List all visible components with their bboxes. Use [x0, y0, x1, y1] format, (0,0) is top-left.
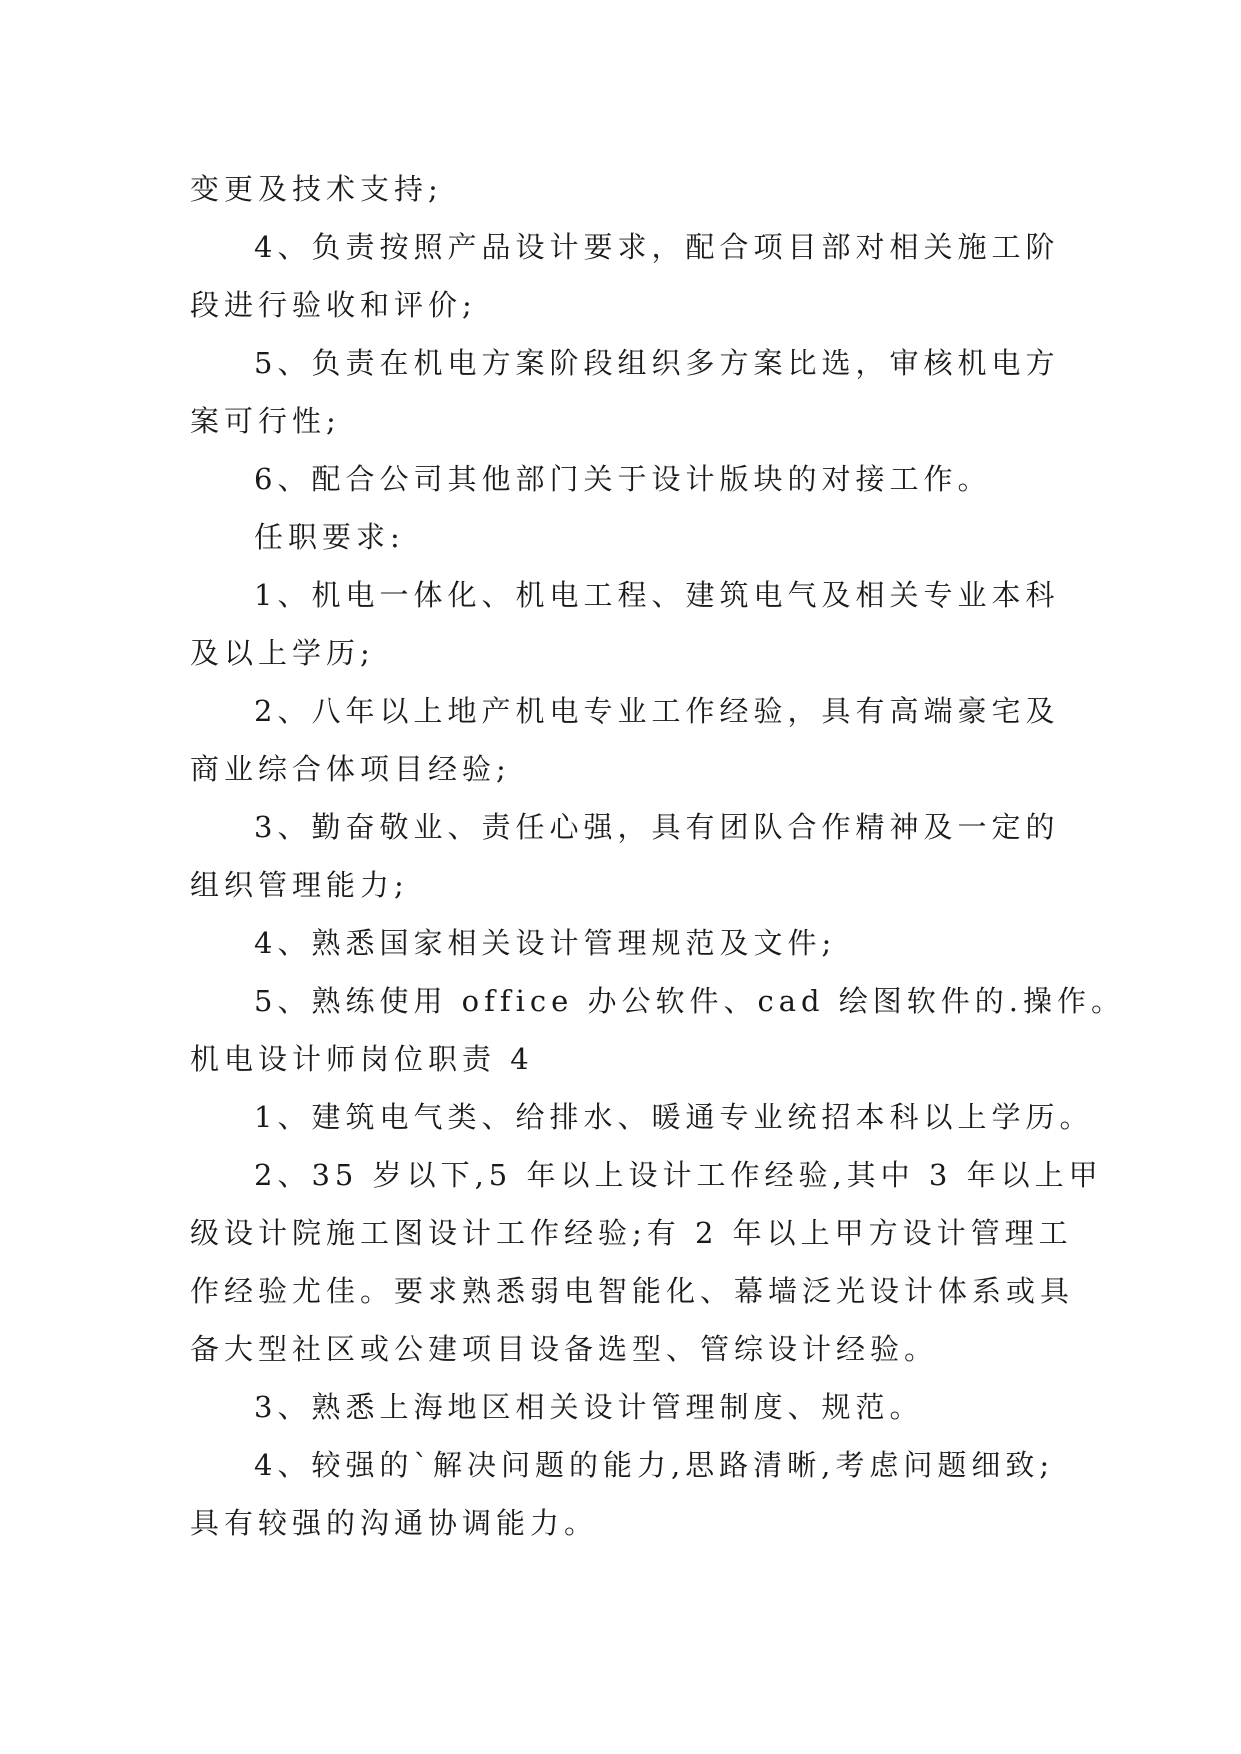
text-line: 5、熟练使用 office 办公软件、cad 绘图软件的.操作。: [254, 984, 1126, 1018]
text-line: 级设计院施工图设计工作经验;有 2 年以上甲方设计管理工: [190, 1216, 1073, 1250]
text-line: 4、负责按照产品设计要求，配合项目部对相关施工阶: [254, 230, 1060, 264]
text-line: 1、机电一体化、机电工程、建筑电气及相关专业本科: [254, 578, 1060, 612]
text-line: 1、建筑电气类、给排水、暖通专业统招本科以上学历。: [254, 1100, 1094, 1134]
text-line: 3、熟悉上海地区相关设计管理制度、规范。: [254, 1390, 924, 1424]
text-line: 案可行性;: [190, 404, 341, 438]
text-line: 2、35 岁以下,5 年以上设计工作经验,其中 3 年以上甲: [254, 1158, 1103, 1192]
text-line: 5、负责在机电方案阶段组织多方案比选，审核机电方: [254, 346, 1060, 380]
text-line: 及以上学历;: [190, 636, 375, 670]
text-line: 组织管理能力;: [190, 868, 409, 902]
text-line: 具有较强的沟通协调能力。: [190, 1506, 599, 1540]
text-line: 商业综合体项目经验;: [190, 752, 511, 786]
section-heading: 任职要求:: [254, 520, 405, 554]
text-line: 备大型社区或公建项目设备选型、管综设计经验。: [190, 1332, 939, 1366]
text-line: 2、八年以上地产机电专业工作经验，具有高端豪宅及: [254, 694, 1060, 728]
text-line: 作经验尤佳。要求熟悉弱电智能化、幕墙泛光设计体系或具: [190, 1274, 1075, 1308]
text-line: 4、较强的`解决问题的能力,思路清晰,考虑问题细致;: [254, 1448, 1055, 1482]
document-body: [190, 160, 1126, 1552]
text-line: 6、配合公司其他部门关于设计版块的对接工作。: [254, 462, 992, 496]
text-line: 3、勤奋敬业、责任心强，具有团队合作精神及一定的: [254, 810, 1060, 844]
text-line: 4、熟悉国家相关设计管理规范及文件;: [254, 926, 837, 960]
section-heading: 机电设计师岗位职责 4: [190, 1042, 534, 1076]
text-line: 段进行验收和评价;: [190, 288, 477, 322]
text-line: 变更及技术支持;: [190, 172, 443, 206]
